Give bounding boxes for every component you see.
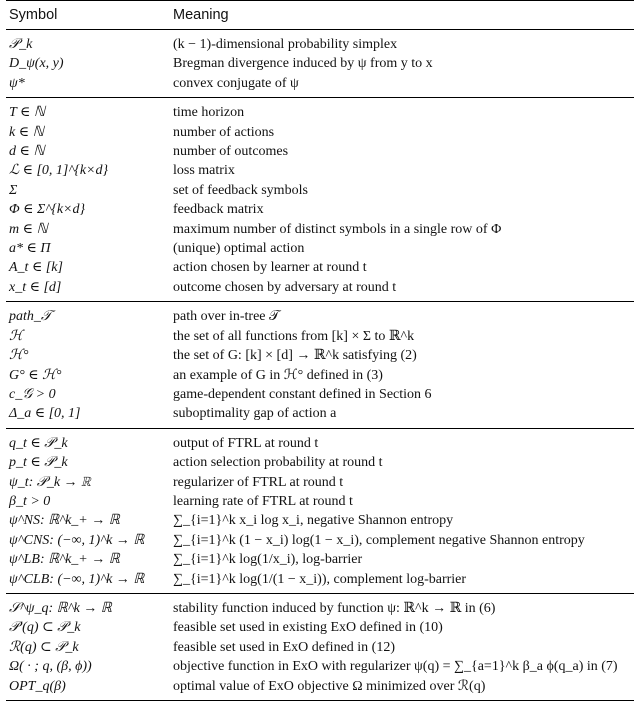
group-ftrl bbox=[6, 428, 634, 593]
meaning-cell: regularizer of FTRL at round t bbox=[173, 474, 344, 490]
table-row bbox=[6, 638, 634, 657]
table-row bbox=[6, 677, 634, 701]
symbol-cell: ψ^CNS: (−∞, 1)^k → ℝ bbox=[9, 532, 145, 548]
meaning-cell: the set of G: [k] × [d] → ℝ^k satisfying (2) bbox=[173, 348, 417, 364]
table-row bbox=[6, 453, 634, 472]
meaning-cell: game-dependent constant defined in Section 6 bbox=[173, 386, 432, 402]
symbol-cell: 𝒫_k bbox=[9, 37, 33, 52]
table-row bbox=[6, 404, 634, 428]
table-row bbox=[6, 161, 634, 180]
meaning-cell: output of FTRL at round t bbox=[173, 435, 319, 451]
symbol-cell: T ∈ ℕ bbox=[9, 105, 46, 121]
symbol-cell: ℒ ∈ [0, 1]^{k×d} bbox=[9, 163, 109, 179]
meaning-cell: ∑_{i=1}^k x_i log x_i, negative Shannon entropy bbox=[173, 513, 454, 529]
meaning-cell: learning rate of FTRL at round t bbox=[173, 493, 353, 509]
symbol-cell: d ∈ ℕ bbox=[9, 144, 45, 160]
symbol-cell: ψ* bbox=[9, 75, 25, 91]
symbol-cell: path_𝒯 bbox=[9, 309, 52, 325]
meaning-cell: path over in-tree 𝒯 bbox=[173, 309, 280, 325]
table-row bbox=[6, 473, 634, 492]
symbol-cell: ψ^CLB: (−∞, 1)^k → ℝ bbox=[9, 571, 145, 587]
symbol-cell: ℛ(q) ⊂ 𝒫_k bbox=[9, 639, 79, 655]
table-row bbox=[6, 258, 634, 277]
symbol-cell: Ω( · ; q, (β, ϕ)) bbox=[9, 659, 92, 675]
meaning-cell: loss matrix bbox=[173, 163, 235, 179]
meaning-cell: (k − 1)-dimensional probability simplex bbox=[173, 37, 398, 52]
meaning-cell: optimal value of ExO objective Ω minimized over ℛ(q) bbox=[173, 678, 486, 694]
meaning-cell: number of actions bbox=[173, 124, 275, 140]
meaning-cell: (unique) optimal action bbox=[173, 241, 305, 257]
meaning-cell: maximum number of distinct symbols in a single row of Φ bbox=[173, 221, 502, 237]
symbol-cell: β_t > 0 bbox=[9, 493, 51, 509]
symbol-cell: a* ∈ Π bbox=[9, 241, 51, 257]
group-exo bbox=[6, 593, 634, 700]
symbol-cell: ψ^NS: ℝ^k_+ → ℝ bbox=[9, 513, 120, 529]
table-row bbox=[6, 239, 634, 258]
table-row bbox=[6, 428, 634, 453]
meaning-cell: Bregman divergence induced by ψ from y to x bbox=[173, 56, 433, 72]
meaning-cell: time horizon bbox=[173, 105, 245, 121]
table-row bbox=[6, 181, 634, 200]
symbol-cell: Φ ∈ Σ^{k×d} bbox=[9, 202, 86, 218]
table-row bbox=[6, 531, 634, 550]
symbol-cell: D_ψ(x, y) bbox=[9, 56, 64, 72]
symbol-cell: c_𝒢 > 0 bbox=[9, 386, 56, 402]
meaning-cell: the set of all functions from [k] × Σ to ℝ^k bbox=[173, 328, 415, 344]
table-row bbox=[6, 593, 634, 618]
symbol-cell: ℋ° bbox=[9, 348, 29, 364]
meaning-cell: stability function induced by function ψ: ℝ^k → ℝ in (6) bbox=[173, 600, 496, 616]
meaning-column-header: Meaning bbox=[173, 7, 229, 23]
meaning-cell: ∑_{i=1}^k (1 − x_i) log(1 − x_i), complement negative Shannon entropy bbox=[173, 532, 585, 548]
symbol-cell: ℋ bbox=[9, 328, 23, 344]
notation-table bbox=[6, 0, 634, 701]
table-row bbox=[6, 570, 634, 594]
symbol-cell: q_t ∈ 𝒫_k bbox=[9, 435, 68, 451]
table-row bbox=[6, 200, 634, 219]
header-row bbox=[6, 1, 634, 30]
meaning-cell: number of outcomes bbox=[173, 144, 289, 160]
meaning-cell: convex conjugate of ψ bbox=[173, 75, 299, 91]
symbol-cell: m ∈ ℕ bbox=[9, 221, 48, 237]
table-row bbox=[6, 550, 634, 569]
meaning-cell: feasible set used in ExO defined in (12) bbox=[173, 639, 395, 655]
symbol-cell: 𝒫′(q) ⊂ 𝒫_k bbox=[9, 620, 81, 636]
symbol-cell: G° ∈ ℋ° bbox=[9, 367, 62, 383]
symbol-cell: p_t ∈ 𝒫_k bbox=[9, 455, 68, 471]
symbol-cell: Δ_a ∈ [0, 1] bbox=[9, 406, 81, 422]
table-row bbox=[6, 54, 634, 73]
table-row bbox=[6, 123, 634, 142]
table-row bbox=[6, 30, 634, 55]
meaning-cell: action selection probability at round t bbox=[173, 455, 383, 471]
symbol-cell: ψ^LB: ℝ^k_+ → ℝ bbox=[9, 552, 120, 568]
symbol-cell: A_t ∈ [k] bbox=[9, 260, 63, 276]
meaning-cell: ∑_{i=1}^k log(1/x_i), log-barrier bbox=[173, 552, 363, 568]
table-row bbox=[6, 657, 634, 676]
table-row bbox=[6, 492, 634, 511]
meaning-cell: set of feedback symbols bbox=[173, 182, 308, 198]
symbol-cell: k ∈ ℕ bbox=[9, 124, 44, 140]
symbol-cell: Σ bbox=[9, 182, 18, 198]
symbol-cell: ψ_t: 𝒫_k → ℝ bbox=[9, 474, 91, 490]
meaning-cell: action chosen by learner at round t bbox=[173, 260, 367, 276]
table-row bbox=[6, 98, 634, 123]
table-row bbox=[6, 302, 634, 327]
table-row bbox=[6, 74, 634, 98]
meaning-cell: feedback matrix bbox=[173, 202, 264, 218]
table-row bbox=[6, 220, 634, 239]
group-simplex-divergence bbox=[6, 30, 634, 98]
symbol-column-header: Symbol bbox=[9, 7, 58, 23]
table-row bbox=[6, 511, 634, 530]
symbol-cell: 𝒮^ψ_q: ℝ^k → ℝ bbox=[9, 600, 112, 616]
table-row bbox=[6, 618, 634, 637]
symbol-cell: x_t ∈ [d] bbox=[9, 279, 62, 295]
table-row bbox=[6, 346, 634, 365]
table-row bbox=[6, 366, 634, 385]
group-game-setup bbox=[6, 98, 634, 302]
meaning-cell: ∑_{i=1}^k log(1/(1 − x_i)), complement log-barrier bbox=[173, 571, 467, 587]
table-row bbox=[6, 142, 634, 161]
meaning-cell: outcome chosen by adversary at round t bbox=[173, 279, 397, 295]
meaning-cell: objective function in ExO with regularizer ψ(q) = ∑_{a=1}^k β_a ϕ(q_a) in (7) bbox=[173, 659, 618, 675]
table-row bbox=[6, 278, 634, 302]
table-row bbox=[6, 327, 634, 346]
table-row bbox=[6, 385, 634, 404]
meaning-cell: feasible set used in existing ExO defined in (10) bbox=[173, 620, 443, 636]
meaning-cell: suboptimality gap of action a bbox=[173, 406, 337, 422]
symbol-cell: OPT_q(β) bbox=[9, 678, 66, 694]
group-structure bbox=[6, 302, 634, 428]
meaning-cell: an example of G in ℋ° defined in (3) bbox=[173, 367, 383, 383]
